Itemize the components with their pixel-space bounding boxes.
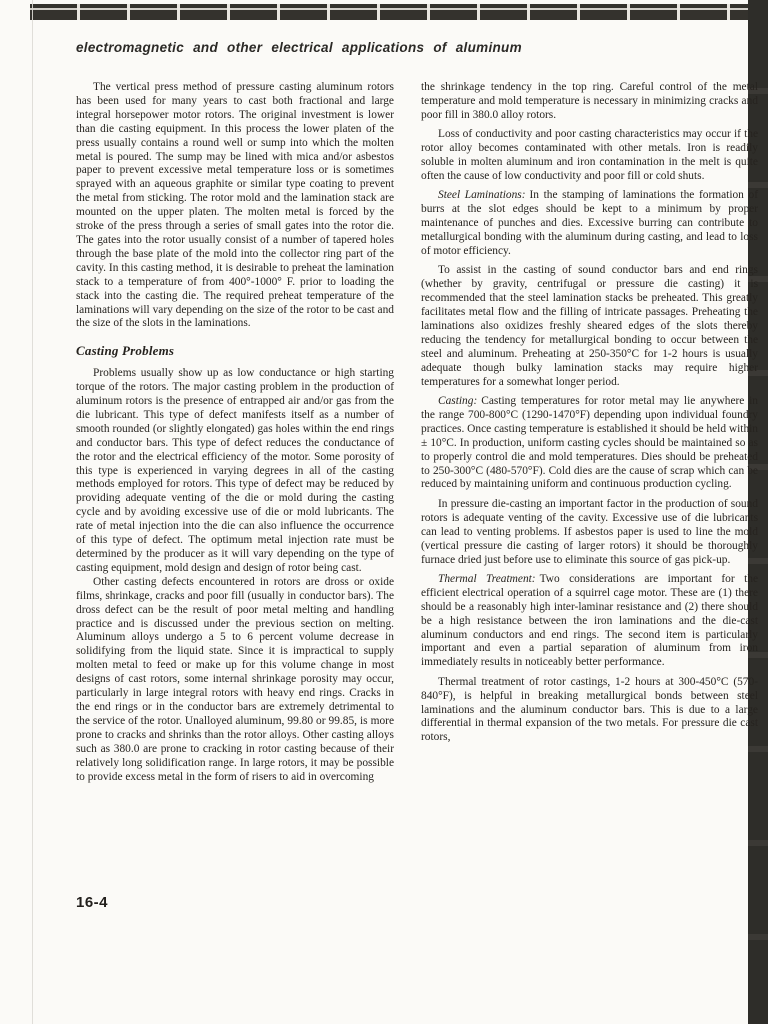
run-in-lead: Thermal Treatment:	[438, 572, 536, 585]
paragraph-text: In pressure die-casting an important factor in the production of sound rotors is adequate venting of the cavity. Excessive use of die lubricants can lead to venting problems. If asbestos paper is used to line the mold (vertical pressure die casting of larger rotors) it should be thoroughly furnace dried just before use to eliminate this source of gas pick-up.	[421, 497, 758, 566]
run-in-lead: Casting:	[438, 395, 478, 408]
right-column	[421, 81, 758, 751]
left-column	[76, 81, 394, 784]
paragraph-text: the shrinkage tendency in the top ring. Careful control of the metal temperature and mold temperature is necessary in minimizing cracks and poor fill in 380.0 alloy rotors.	[421, 81, 758, 121]
run-in-lead: Steel Laminations:	[438, 189, 526, 202]
paragraph-text: Casting temperatures for rotor metal may lie anywhere in the range 700-800°C (1290-1470°F) depending upon individual foundry practices. Once casting temperature is established it should be held within ± 10°C. In production, uniform casting cycles should be maintained so as to properly control die and mold temperatures. Dies should be preheated to 250-300°C (480-570°F). Cold dies are the cause of scrap which can be reduced by maintaining uniform and continuous production cycling.	[421, 395, 758, 491]
paragraph	[421, 676, 758, 746]
paragraph-text: Two considerations are important for the efficient electrical operation of a squirrel cage motor. These are (1) there should be a reasonably high inter-laminar resistance and (2) there should be a high resistance between the iron laminations and the die-cast aluminum conductors and end rings. The second item is particularly important and even a partial separation of aluminum from iron immediately results in noticeably better performance.	[421, 572, 758, 669]
paragraph-text: Thermal treatment of rotor castings, 1-2 hours at 300-450°C (570-840°F), is helpful in breaking metallurgical bonds between steel laminations and the aluminum conductor bars. This is due to a large differential in thermal expansion of the two metals. For pressure die cast rotors,	[421, 675, 758, 744]
page-number: 16-4	[76, 894, 109, 911]
paragraph	[421, 264, 758, 389]
paragraph-text: To assist in the casting of sound conductor bars and end rings (whether by gravity, centrifugal or pressure die casting) it is recommended that the steel lamination stacks be preheated. This greatly facilitates metal flow and the filling of intricate passages. Preheating the laminations also oxidizes freshly sheared edges of the slots thereby reducing the tendency for metallurgical bonding to occur between the steel and aluminum. Preheating at 250-350°C for 1-2 hours is usually adequate though bulky lamination stacks may require higher temperatures for a somewhat longer period.	[421, 264, 758, 388]
paragraph-text: Loss of conductivity and poor casting characteristics may occur if the rotor alloy becomes contaminated with other metals. Iron is readily soluble in molten aluminum and iron contamination in the melt is quite often the cause of low conductivity and poor fill or cold shuts.	[421, 128, 758, 182]
paragraph	[421, 128, 758, 184]
paragraph	[421, 498, 758, 568]
scan-artifact-gutter-line	[32, 0, 33, 1024]
paragraph: Problems usually show up as low conductance or high starting torque of the rotors. The major casting problem in the production of aluminum rotors is the presence of entrapped air and/or gas from the die lubricant. This type of defect manifests itself as a number of smooth rounded (or slightly elongated) gas holes within the end rings and conductor bars. This type of defect reduces the conductance of the rotor and the electrical efficiency of the motor. Some porosity of this type is experienced in varying degrees in all of the casting methods employed for rotors. This type of defect may be reduced by providing adequate venting of the die or mold during the casting cycle and by avoiding excessive use of die or mold lubricants. The rate of metal injection into the die can also influence the occurrence of this type of defect. The optimum metal injection rate must be determined by the producer as it will vary depending on the type of casting equipment, mold design and design of rotor being cast.	[76, 367, 394, 574]
paragraph: Other casting defects encountered in rotors are dross or oxide films, shrinkage, cracks and poor fill (usually in conductor bars). The dross defect can be the result of poor metal melting and handling practice and is discussed under the previous section on melting. Aluminum alloys undergo a 5 to 6 percent volume decrease in solidifying from the liquid state. Since it is impractical to supply molten metal to feed or make up for this volume change in most designs of cast rotors, some internal shrinkage porosity may occur, particularly in large integral rotors with heavy end rings. Cracks in the end rings or in the conductor bars are extremely detrimental to the service of the rotor. Unalloyed aluminum, 99.80 or 99.85, is more prone to cracks and shrinks than the rotor alloys. Other casting alloys such as 380.0 are prone to cracking in rotor casting because of their relatively long solidification range. In large rotors, it may be possible to provide excess metal in the form of risers to aid in overcoming	[76, 575, 394, 783]
paragraph-text: In the stamping of laminations the formation of burrs at the slot edges should be kept to a minimum by proper maintenance of punches and dies. Excessive burring can contribute to metallurgical bonding with the aluminum during casting, and lead to loss of motor efficiency.	[421, 189, 758, 257]
section-heading: Casting Problems	[76, 343, 175, 359]
paragraph: The vertical press method of pressure casting aluminum rotors has been used for many years to cast both fractional and large integral horsepower motor rotors. The original investment is lower than die casting equipment. In this process the lower platen of the press usually contains a round well or sump into which the molten metal is poured. The sump may be lined with mica and/or asbestos paper to prevent excessive metal temperature loss or is sometimes sprayed with an aqueous graphite or similar type coating to prevent the metal from sticking. The rotor mold and the lamination stack are mounted on the upper platen. The molten metal is forced by the stroke of the press through a series of small gates into the rotor die. The gates into the rotor usually consist of a number of tapered holes through the base plate of the mold into the collector ring part of the cavity. In this casting method, it is desirable to preheat the lamination stack to a temperature of from 400°-1000° F. prior to loading the stack into the casting die. The required preheat temperature of the laminations will vary depending on the size of the rotor to be cast and the size of the slots in the laminations.	[76, 81, 394, 330]
running-header: electromagnetic and other electrical applications of aluminum	[76, 40, 522, 55]
paragraph	[421, 395, 758, 492]
scan-artifact-top-filmstrip	[30, 4, 768, 20]
paragraph-continuation	[421, 81, 758, 123]
scan-artifact-top-divider	[30, 8, 768, 10]
paragraph	[421, 573, 758, 670]
paragraph	[421, 189, 758, 259]
